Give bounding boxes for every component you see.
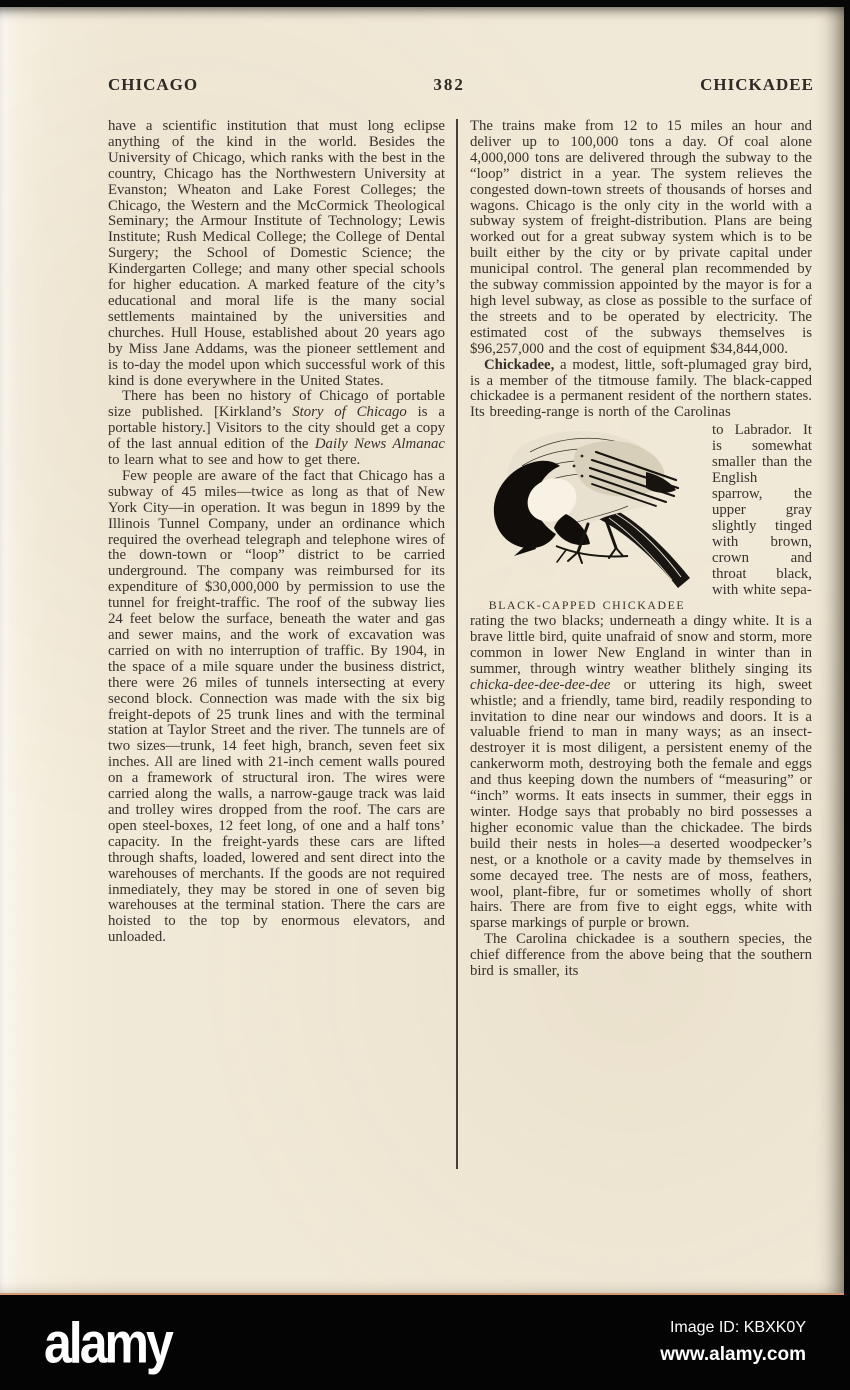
text-columns <box>108 119 812 980</box>
alamy-logo: alamy <box>44 1310 171 1375</box>
figure-row <box>470 422 812 614</box>
text-run: is a portable history.] Visitors to the city should get a copy of the last annual edition of the <box>108 404 445 453</box>
paragraph-chickadee-entry <box>470 358 812 422</box>
running-title-right: CHICKADEE <box>700 75 814 94</box>
running-title-left: CHICAGO <box>108 75 199 94</box>
paragraph-chicago-institutions: have a scientific institution that must long eclipse anything of the kind in the world. Besides the University of Chicago, which ranks with the best in the country, Chicago has the Northwestern University at Evanston; Wheaton and Lake Forest Colleges; the Chicago, the Western and the McCormick Theological Seminary; the Armour Institute of Technology; Lewis Institute; Rush Medical College; the College of Dental Surgery; the School of Domestic Science; the Kindergarten College; and many other special schools for higher education. A marked feature of the city’s educational and moral life is the many social settlements maintained by the universities and churches. Hull House, established about 20 years ago by Miss Jane Addams, was the pioneer settlement and is to-day the model upon which successful work of this kind is done everywhere in the United States. <box>108 118 445 389</box>
paragraph-subway-trains: The trains make from 12 to 15 miles an hour and deliver up to 100,000 tons a day. Of coal alone 4,000,000 tons are delivered through the subway to the “loop” district in a year. The system relieves the congested down-town streets of thousands of horses and wagons. Chicago is the only city in the world with a subway system of freight-distribution. Plans are being worked out for a great subway system which is to be built either by the city or by private capital under municipal control. The general plan recommended by the subway commission appointed by the mayor is for a high level subway, as close as possible to the surface of the streets and to be operated by electricity. The estimated cost of the subways themselves is $96,257,000 and the cost of equipment $34,844,000. <box>470 118 812 357</box>
page-header <box>108 75 814 95</box>
figure-caption: BLACK-CAPPED CHICKADEE <box>488 598 686 613</box>
text-run: rating the two blacks; underneath a dingy white. It is a brave little bird, quite unafraid of snow and storm, more common in lower New England in winter than in summer, through wintry weather blithely singing its <box>470 613 812 677</box>
watermark-info <box>660 1319 806 1366</box>
book-page <box>0 7 844 1295</box>
wrap-paragraph: to Labrador. It is somewhat smaller than the English sparrow, the upper gray slightly tinged with brown, crown and throat black, with white sepa- <box>712 422 812 599</box>
entry-term: Chickadee, <box>484 356 555 373</box>
left-column <box>108 119 445 980</box>
italic-book-title: Story of Chicago <box>292 404 407 421</box>
text-run: to learn what to see and how to get there. <box>108 452 361 469</box>
image-id-text: Image ID: KBXK0Y <box>669 1319 806 1336</box>
paragraph-chicago-subway: Few people are aware of the fact that Chicago has a subway of 45 miles—twice as long as that of New York City—in operation. It was begun in 1899 by the Illinois Tunnel Company, under an ordinance which required the overhead telegraph and telephone wires of the down-town or “loop” district to be carried underground. The company was reimbursed for its expenditure of $30,000,000 by permission to use the tunnel for freight-traffic. The roof of the subway lies 24 feet below the surface, beneath the water and gas and sewer mains, and the work of excavation was carried on with no interruption of traffic. By 1904, in the space of a mile square under the business district, there were 26 miles of tunnels intersecting at every second block. Connection was made with the six big freight-depots of 25 trunk lines and with the terminal station at Taylor Street and the river. The tunnels are of two sizes—trunk, 14 feet high, branch, seven feet six inches. All are lined with 21-inch cement walls poured on a framework of structural iron. The wires were carried along the walls, a narrow-gauge track was laid and trolley wires dropped from the roof. The cars are open steel-boxes, 12 feet long, of one and a half tons’ capacity. In the freight-yards these cars are lifted through shafts, loaded, lowered and sent direct into the warehouses of merchants. If the goods are not required inmediately, they may be stored in one of seven big warehouses at the terminal station. There the cars are hoisted to the top by enormous elevators, and unloaded. <box>108 467 445 946</box>
text-run: a modest, little, soft-plumaged gray bird, is a member of the titmouse family. The black-capped chickadee is a permanent resident of the northern states. Its breeding-range is north of the Carolinas <box>470 356 812 421</box>
italic-bird-call: chicka-dee-dee-dee-dee <box>470 676 611 693</box>
paragraph-chickadee-continued <box>470 614 812 932</box>
paragraph-carolina-chickadee: The Carolina chickadee is a southern species, the chief difference from the above being that the southern bird is smaller, its <box>470 931 812 980</box>
chickadee-bird-illustration <box>470 422 704 594</box>
text-run: or uttering its high, sweet whistle; and a friendly, tame bird, readily responding to invitation to dine near our windows and doors. It is a valuable friend to man in many ways; as an insect-destroyer it is most diligent, a persistent enemy of the cankerworm moth, destroying both the female and eggs and thus keeping down the numbers of “measuring” or “inch” worms. It eats insects in summer, their eggs in winter. Hodge says that probably no bird possesses a higher economic value than the chickadee. The birds build their nests in holes—a deserted woodpecker’s nest, or a knothole or a cavity made by themselves in some decayed tree. The nests are of moss, feathers, wool, plant-fibre, fur or sometimes wholly of short hairs. There are from five to eight eggs, white with sparse markings of purple or brown. <box>470 676 812 932</box>
text-run: There has been no history of Chicago of portable size published. [Kirkland’s <box>108 388 445 421</box>
paragraph-chicago-history <box>108 389 445 469</box>
watermark-bar <box>0 1295 850 1390</box>
italic-book-title: Daily News Almanac <box>314 436 445 453</box>
right-column <box>470 119 812 980</box>
page-number: 382 <box>433 75 465 94</box>
chickadee-figure <box>470 422 704 614</box>
alamy-url: www.alamy.com <box>660 1344 806 1365</box>
